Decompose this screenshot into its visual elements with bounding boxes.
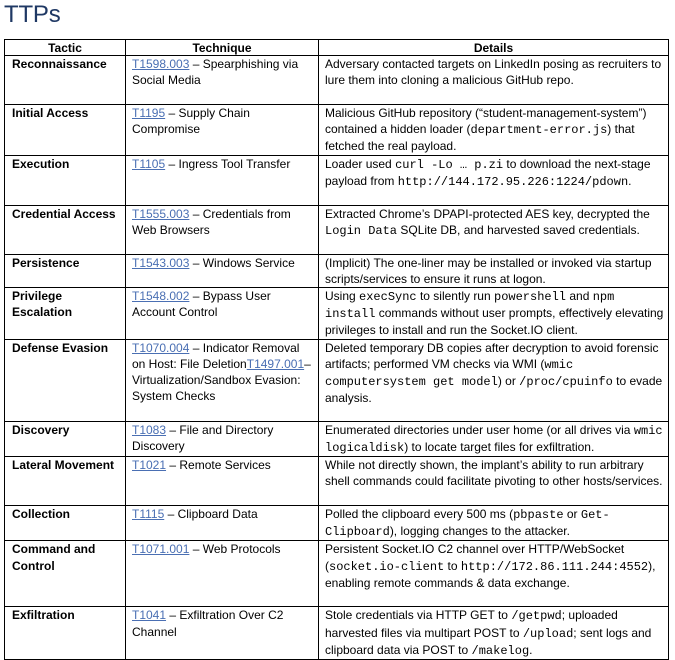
- technique-id-link[interactable]: T1083: [132, 422, 167, 437]
- technique-name: – Virtualization/Sandbox Evasion: System Checks: [132, 356, 311, 404]
- technique-cell: [126, 254, 319, 287]
- technique-id-link[interactable]: T1497.001: [246, 356, 305, 371]
- technique-id-link[interactable]: T1195: [132, 106, 166, 120]
- technique-name: – Supply Chain Compromise: [132, 106, 250, 137]
- tactic-cell: Defense Evasion: [5, 339, 126, 421]
- details-text: ), logging changes to the attacker.: [389, 524, 570, 539]
- tactic-cell: Reconnaissance: [5, 56, 126, 105]
- technique-id-link[interactable]: T1041: [132, 608, 167, 623]
- details-text: ; uploaded harvested files via multipart POST to: [325, 608, 618, 640]
- technique-id-link[interactable]: T1543.003: [132, 255, 190, 270]
- details-code: powershell: [494, 290, 567, 305]
- technique-cell: [126, 457, 319, 506]
- tactic-cell: Exfiltration: [5, 607, 126, 660]
- tactic-cell: Lateral Movement: [5, 457, 126, 506]
- technique-name: – Web Protocols: [189, 542, 281, 557]
- details-text: to evade analysis.: [325, 374, 663, 406]
- technique-id-link[interactable]: T1071.001: [132, 542, 190, 557]
- tactic-cell: Command and Control: [5, 541, 126, 607]
- details-text: and: [566, 289, 593, 304]
- details-text: to silently run: [416, 289, 494, 304]
- tactic-cell: Discovery: [5, 421, 126, 456]
- details-text: Deleted temporary DB copies after decryption to avoid forensic artifacts; performed VM checks via WMI (: [325, 340, 659, 371]
- technique-name: – Remote Services: [166, 458, 271, 473]
- details-code: /upload: [522, 626, 574, 641]
- technique-cell: [126, 339, 319, 421]
- details-text: .: [628, 173, 632, 188]
- details-cell: [319, 155, 669, 205]
- tactic-cell: Collection: [5, 506, 126, 541]
- column-header-technique: Technique: [126, 40, 319, 56]
- technique-cell: [126, 155, 319, 205]
- technique-cell: [126, 607, 319, 660]
- details-cell: [319, 607, 669, 660]
- details-text: Malicious GitHub repository (“student-management-system”) contained a hidden loader (: [325, 106, 647, 137]
- details-code: wmic computersystem get model: [325, 357, 574, 390]
- technique-cell: [126, 541, 319, 607]
- technique-name: – Exfiltration Over C2 Channel: [132, 608, 284, 639]
- details-cell: [319, 541, 669, 607]
- details-text: to download the next-stage payload from: [325, 156, 651, 188]
- details-code: pbpaste: [513, 508, 564, 523]
- tactic-cell: Initial Access: [5, 105, 126, 156]
- page-title: TTPs: [4, 1, 61, 28]
- technique-id-link[interactable]: T1548.002: [132, 289, 190, 304]
- tactic-cell: Privilege Escalation: [5, 288, 126, 340]
- table-row: [5, 506, 669, 541]
- details-code: http://172.86.111.244:4552: [460, 559, 649, 574]
- details-code: /getpwd: [511, 609, 562, 624]
- details-cell: [319, 339, 669, 421]
- technique-name: – Clipboard Data: [164, 507, 258, 522]
- details-text: SQLite DB, and harvested saved credentials.: [397, 222, 640, 237]
- details-text: ) or: [497, 374, 520, 389]
- details-text: or: [563, 507, 581, 522]
- technique-cell: [126, 421, 319, 456]
- details-cell: [319, 506, 669, 541]
- details-text: Extracted Chrome’s DPAPI-protected AES key, decrypted the: [325, 206, 650, 221]
- table-header-row: [5, 40, 669, 56]
- technique-cell: [126, 288, 319, 340]
- ttp-table: [4, 39, 669, 660]
- details-code: execSync: [359, 290, 417, 305]
- tactic-cell: Persistence: [5, 254, 126, 287]
- details-code: socket.io-client: [329, 559, 445, 574]
- table-row: [5, 607, 669, 660]
- details-code: http://144.172.95.226:1224/pdown: [397, 174, 629, 189]
- column-header-details: Details: [319, 40, 669, 56]
- tactic-cell: Execution: [5, 155, 126, 205]
- details-cell: [319, 254, 669, 287]
- details-text: commands without user prompts, effectively elevating privileges to install and run the Socket.IO client.: [325, 306, 664, 338]
- technique-name: – Windows Service: [189, 255, 295, 270]
- table-row: [5, 339, 669, 421]
- details-code: department-error.js: [470, 123, 608, 138]
- table-row: [5, 421, 669, 456]
- details-code: /proc/cpuinfo: [519, 375, 613, 390]
- technique-id-link[interactable]: T1555.003: [132, 206, 190, 221]
- details-code: npm install: [325, 290, 615, 322]
- table-row: [5, 105, 669, 156]
- technique-name: – Ingress Tool Transfer: [165, 156, 291, 171]
- details-text: ), enabling remote commands & data exchange.: [325, 558, 656, 590]
- details-text: ) to locate target files for exfiltration.: [404, 439, 595, 454]
- details-text: ) that fetched the real payload.: [325, 122, 635, 154]
- details-text: ; sent logs and clipboard data via POST to: [325, 625, 652, 657]
- technique-id-link[interactable]: T1105: [132, 156, 166, 171]
- technique-name: – File and Directory Discovery: [132, 422, 274, 453]
- details-code: wmic logicaldisk: [325, 423, 663, 455]
- technique-id-link[interactable]: T1598.003: [132, 57, 190, 71]
- details-code: Get-Clipboard: [325, 508, 610, 540]
- table-row: [5, 541, 669, 607]
- column-header-tactic: Tactic: [5, 40, 126, 56]
- details-code: Login Data: [325, 223, 398, 238]
- technique-cell: [126, 205, 319, 254]
- details-text: Adversary contacted targets on LinkedIn posing as recruiters to lure them into cloning a malicious GitHub repo.: [325, 57, 662, 88]
- technique-name: – Bypass User Account Control: [132, 289, 271, 320]
- table-row: [5, 155, 669, 205]
- technique-name: – Indicator Removal on Host: File Deletion: [132, 340, 300, 371]
- technique-id-link[interactable]: T1021: [132, 458, 167, 473]
- details-cell: [319, 105, 669, 156]
- table-row: [5, 56, 669, 105]
- technique-name: – Spearphishing via Social Media: [132, 57, 299, 88]
- details-text: Stole credentials via HTTP GET to: [325, 608, 512, 623]
- table-row: [5, 288, 669, 340]
- table-row: [5, 457, 669, 506]
- details-text: Using: [325, 289, 360, 304]
- tactic-cell: Credential Access: [5, 205, 126, 254]
- technique-id-link[interactable]: T1115: [132, 507, 165, 522]
- details-text: (Implicit) The one-liner may be installed or invoked via startup scripts/services to ensure it runs at logon.: [325, 255, 652, 286]
- table-row: [5, 205, 669, 254]
- details-cell: [319, 56, 669, 105]
- details-text: Persistent Socket.IO C2 channel over HTTP/WebSocket (: [325, 542, 625, 573]
- details-code: /makelog: [471, 643, 530, 658]
- technique-cell: [126, 105, 319, 156]
- table-row: [5, 254, 669, 287]
- details-text: While not directly shown, the implant’s ability to run arbitrary shell commands could facilitate pivoting to other hosts/services.: [325, 458, 663, 489]
- details-text: Polled the clipboard every 500 ms (: [325, 507, 514, 522]
- details-text: Loader used: [325, 156, 396, 171]
- details-text: Enumerated directories under user home (or all drives via: [325, 422, 634, 437]
- details-cell: [319, 205, 669, 254]
- technique-id-link[interactable]: T1070.004: [132, 340, 190, 355]
- technique-cell: [126, 56, 319, 105]
- details-cell: [319, 421, 669, 456]
- technique-cell: [126, 506, 319, 541]
- technique-name: – Credentials from Web Browsers: [132, 206, 291, 237]
- details-code: curl -Lo … p.zi: [395, 157, 504, 172]
- details-cell: [319, 288, 669, 340]
- details-cell: [319, 457, 669, 506]
- details-text: to: [444, 558, 461, 573]
- details-text: .: [529, 642, 533, 657]
